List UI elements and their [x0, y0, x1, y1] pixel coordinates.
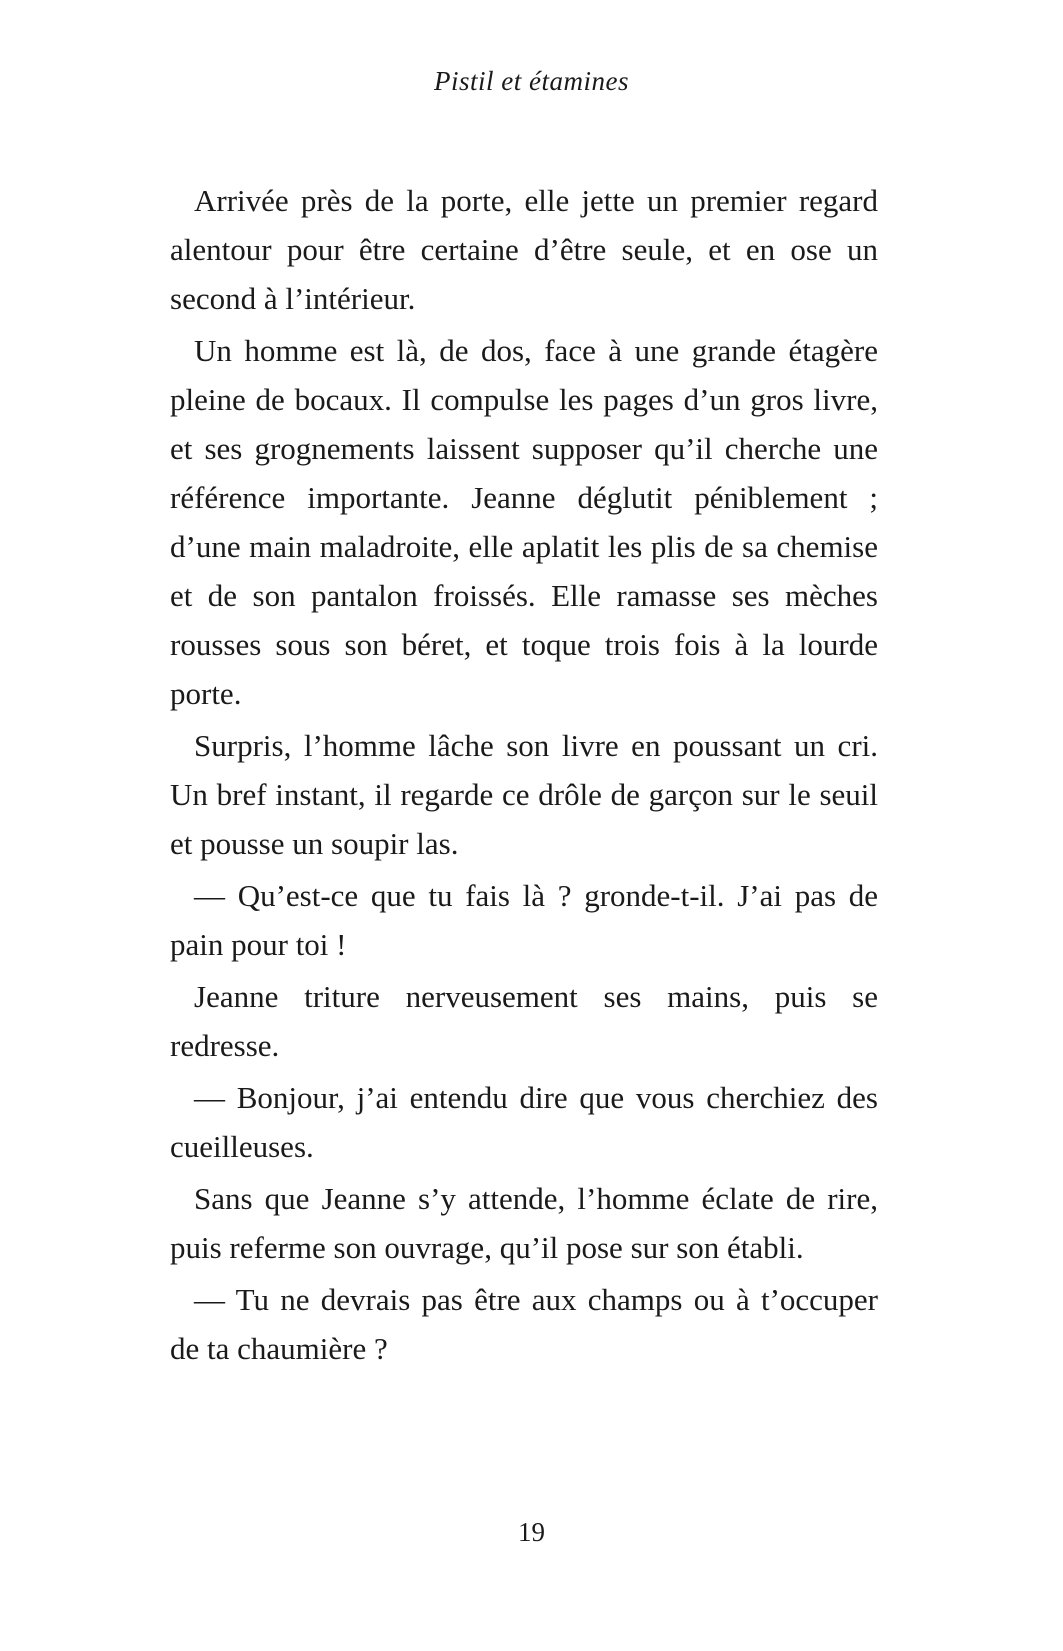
- paragraph: Sans que Jeanne s’y attende, l’homme éclate de rire, puis referme son ouvrage, qu’il pose sur son établi.: [170, 1181, 878, 1265]
- dialogue-line: — Bonjour, j’ai entendu dire que vous cherchiez des cueilleuses.: [170, 1080, 878, 1164]
- dialogue-line: — Qu’est-ce que tu fais là ? gronde-t-il. J’ai pas de pain pour toi !: [170, 878, 878, 962]
- dialogue-line: — Tu ne devrais pas être aux champs ou à t’occuper de ta chaumière ?: [170, 1282, 878, 1366]
- paragraph: Un homme est là, de dos, face à une grande étagère pleine de bocaux. Il compulse les pages d’un gros livre, et ses grognements laissent supposer qu’il cherche une référence importante. Jeanne déglutit péniblement ; d’une main maladroite, elle aplatit les plis de sa chemise et de son pantalon froissés. Elle ramasse ses mèches rousses sous son béret, et toque trois fois à la lourde porte.: [170, 333, 878, 711]
- paragraph: Arrivée près de la porte, elle jette un premier regard alentour pour être certaine d’être seule, et en ose un second à l’intérieur.: [170, 183, 878, 316]
- body-text: [170, 176, 878, 1376]
- paragraph: Jeanne triture nerveusement ses mains, puis se redresse.: [170, 979, 878, 1063]
- page-number: 19: [518, 1517, 545, 1547]
- running-head: Pistil et étamines: [434, 66, 629, 96]
- paragraph: Surpris, l’homme lâche son livre en poussant un cri. Un bref instant, il regarde ce drôle de garçon sur le seuil et pousse un soupir las.: [170, 728, 878, 861]
